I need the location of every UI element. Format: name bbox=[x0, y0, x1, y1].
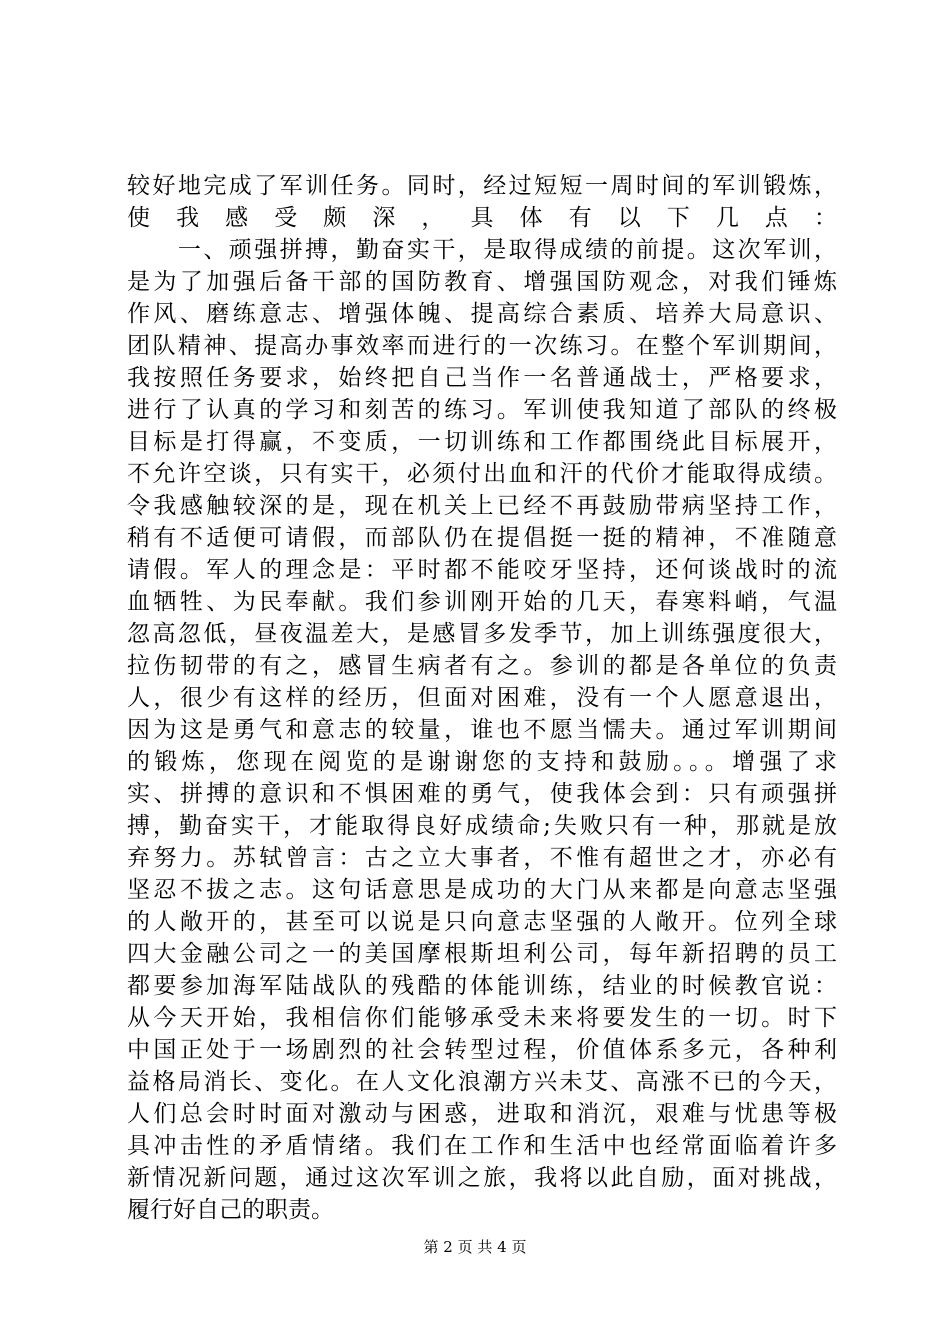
text-line: 稍有不适便可请假，而部队仍在提倡挺一挺的精神，不准随意 bbox=[127, 525, 837, 551]
body-text bbox=[127, 170, 837, 1226]
text-line: 都要参加海军陆战队的残酷的体能训练，结业的时候教官说： bbox=[127, 973, 837, 999]
text-line: 中国正处于一场剧烈的社会转型过程，价值体系多元，各种利 bbox=[127, 1037, 837, 1063]
text-line: 实、拼搏的意识和不惧困难的勇气，使我体会到：只有顽强拼 bbox=[127, 781, 837, 807]
text-line: 不允许空谈，只有实干，必须付出血和汗的代价才能取得成绩。 bbox=[127, 461, 837, 487]
text-line: 使我感受颇深，具体有以下几点： bbox=[127, 205, 837, 231]
text-line: 因为这是勇气和意志的较量，谁也不愿当懦夫。通过军训期间 bbox=[127, 717, 837, 743]
text-line: 一、顽强拼搏，勤奋实干，是取得成绩的前提。这次军训， bbox=[127, 237, 837, 263]
text-line: 人们总会时时面对激动与困惑，进取和消沉，艰难与忧患等极 bbox=[127, 1101, 837, 1127]
text-line: 团队精神、提高办事效率而进行的一次练习。在整个军训期间， bbox=[127, 333, 837, 359]
text-line: 新情况新问题，通过这次军训之旅，我将以此自励，面对挑战， bbox=[127, 1165, 837, 1191]
text-line: 令我感触较深的是，现在机关上已经不再鼓励带病坚持工作， bbox=[127, 493, 837, 519]
text-line: 目标是打得赢，不变质，一切训练和工作都围绕此目标展开， bbox=[127, 429, 837, 455]
page-number-footer: 第 2 页 共 4 页 bbox=[423, 1238, 527, 1256]
text-line: 请假。军人的理念是：平时都不能咬牙坚持，还何谈战时的流 bbox=[127, 557, 837, 583]
text-line: 拉伤韧带的有之，感冒生病者有之。参训的都是各单位的负责 bbox=[127, 653, 837, 679]
text-line: 血牺牲、为民奉献。我们参训刚开始的几天，春寒料峭，气温 bbox=[127, 589, 837, 615]
text-line: 是为了加强后备干部的国防教育、增强国防观念，对我们锤炼 bbox=[127, 269, 837, 295]
text-line: 具冲击性的矛盾情绪。我们在工作和生活中也经常面临着许多 bbox=[127, 1133, 837, 1159]
text-line: 人，很少有这样的经历，但面对困难，没有一个人愿意退出， bbox=[127, 685, 837, 711]
text-line: 的人敞开的，甚至可以说是只向意志坚强的人敞开。位列全球 bbox=[127, 909, 837, 935]
text-line: 较好地完成了军训任务。同时，经过短短一周时间的军训锻炼， bbox=[127, 173, 837, 199]
text-line: 履行好自己的职责。 bbox=[127, 1197, 334, 1223]
text-line: 坚忍不拔之志。这句话意思是成功的大门从来都是向意志坚强 bbox=[127, 877, 837, 903]
text-line: 搏，勤奋实干，才能取得良好成绩命;失败只有一种，那就是放 bbox=[127, 813, 837, 839]
text-line: 从今天开始，我相信你们能够承受未来将要发生的一切。时下 bbox=[127, 1005, 837, 1031]
text-line: 的锻炼，您现在阅览的是谢谢您的支持和鼓励。。。增强了求 bbox=[127, 749, 837, 775]
text-line: 作风、磨练意志、增强体魄、提高综合素质、培养大局意识、 bbox=[127, 301, 837, 327]
text-line: 益格局消长、变化。在人文化浪潮方兴未艾、高涨不已的今天， bbox=[127, 1069, 837, 1095]
text-line: 进行了认真的学习和刻苦的练习。军训使我知道了部队的终极 bbox=[127, 397, 837, 423]
text-line: 弃努力。苏轼曾言：古之立大事者，不惟有超世之才，亦必有 bbox=[127, 845, 837, 871]
text-line: 四大金融公司之一的美国摩根斯坦利公司，每年新招聘的员工 bbox=[127, 941, 837, 967]
text-line: 我按照任务要求，始终把自己当作一名普通战士，严格要求， bbox=[127, 365, 837, 391]
text-line: 忽高忽低，昼夜温差大，是感冒多发季节，加上训练强度很大， bbox=[127, 621, 837, 647]
